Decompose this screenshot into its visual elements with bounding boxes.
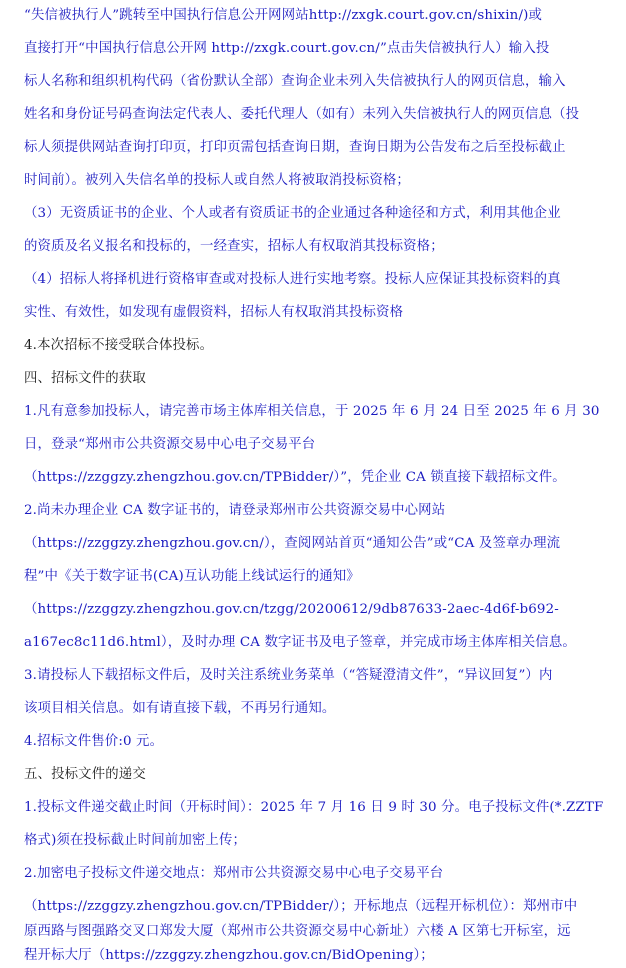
- text-line: 原西路与图强路交叉口郑发大厦（郑州市公共资源交易中心新址）六楼 A 区第七开标室，远: [24, 924, 571, 939]
- text-line: 程开标大厅（https://zzggzy.zhengzhou.gov.cn/BidOpening）；: [24, 948, 434, 963]
- text-line: 该项目相关信息。如有请直接下载，不再另行通知。: [24, 701, 336, 716]
- text-line: 的资质及名义报名和投标的，一经查实，招标人有权取消其投标资格；: [24, 239, 444, 254]
- text-line: （https://zzggzy.zhengzhou.gov.cn/TPBidder/）”，凭企业 CA 锁直接下载招标文件。: [24, 470, 566, 485]
- text-line: 1.凡有意参加投标人，请完善市场主体库相关信息，于 2025 年 6 月 24 日至 2025 年 6 月 30: [24, 404, 600, 419]
- text-line: 2.加密电子投标文件递交地点：郑州市公共资源交易中心电子交易平台: [24, 866, 444, 881]
- text-line: 姓名和身份证号码查询法定代表人、委托代理人（如有）未列入失信被执行人的网页信息（投: [24, 107, 580, 122]
- text-line: “失信被执行人”跳转至中国执行信息公开网网站http://zxgk.court.gov.cn/shixin/)或: [24, 8, 543, 23]
- section-heading: 四、招标文件的获取: [24, 371, 146, 386]
- section-heading: 五、投标文件的递交: [24, 767, 146, 782]
- text-line: （https://zzggzy.zhengzhou.gov.cn/tzgg/20200612/9db87633-2aec-4d6f-b692-: [24, 602, 559, 617]
- text-line: 直接打开“中国执行信息公开网 http://zxgk.court.gov.cn/”点击失信被执行人）输入投: [24, 41, 550, 56]
- text-line: （3）无资质证书的企业、个人或者有资质证书的企业通过各种途径和方式，利用其他企业: [24, 206, 561, 221]
- text-line: 标人名称和组织机构代码（省份默认全部）查询企业未列入失信被执行人的网页信息，输入: [24, 74, 566, 89]
- text-line: 实性、有效性，如发现有虚假资料，招标人有权取消其投标资格: [24, 305, 404, 320]
- text-line: （4）招标人将择机进行资格审查或对投标人进行实地考察。投标人应保证其投标资料的真: [24, 272, 561, 287]
- text-line: 4.招标文件售价:0 元。: [24, 734, 164, 749]
- text-line: （https://zzggzy.zhengzhou.gov.cn/），查阅网站首页“通知公告”或“CA 及签章办理流: [24, 536, 561, 551]
- text-line: 2.尚未办理企业 CA 数字证书的，请登录郑州市公共资源交易中心网站: [24, 503, 446, 518]
- text-line: 1.投标文件递交截止时间（开标时间）：2025 年 7 月 16 日 9 时 30 分。电子投标文件(*.ZZTF: [24, 800, 604, 815]
- text-line: a167ec8c11d6.html），及时办理 CA 数字证书及电子签章，并完成市场主体库相关信息。: [24, 635, 576, 650]
- text-line: 程”中《关于数字证书(CA)互认功能上线试运行的通知》: [24, 569, 360, 584]
- text-line: 时间前）。被列入失信名单的投标人或自然人将被取消投标资格；: [24, 173, 410, 188]
- text-line: 3.请投标人下载招标文件后，及时关注系统业务菜单（“答疑澄清文件”，“异议回复”）内: [24, 668, 553, 683]
- text-line: 4.本次招标不接受联合体投标。: [24, 338, 214, 353]
- text-line: 格式)须在投标截止时间前加密上传；: [24, 833, 247, 848]
- text-line: 标人须提供网站查询打印页，打印页需包括查询日期，查询日期为公告发布之后至投标截止: [24, 140, 566, 155]
- text-line: （https://zzggzy.zhengzhou.gov.cn/TPBidder/）；开标地点（远程开标机位）：郑州市中: [24, 899, 578, 914]
- text-line: 日，登录“郑州市公共资源交易中心电子交易平台: [24, 437, 316, 452]
